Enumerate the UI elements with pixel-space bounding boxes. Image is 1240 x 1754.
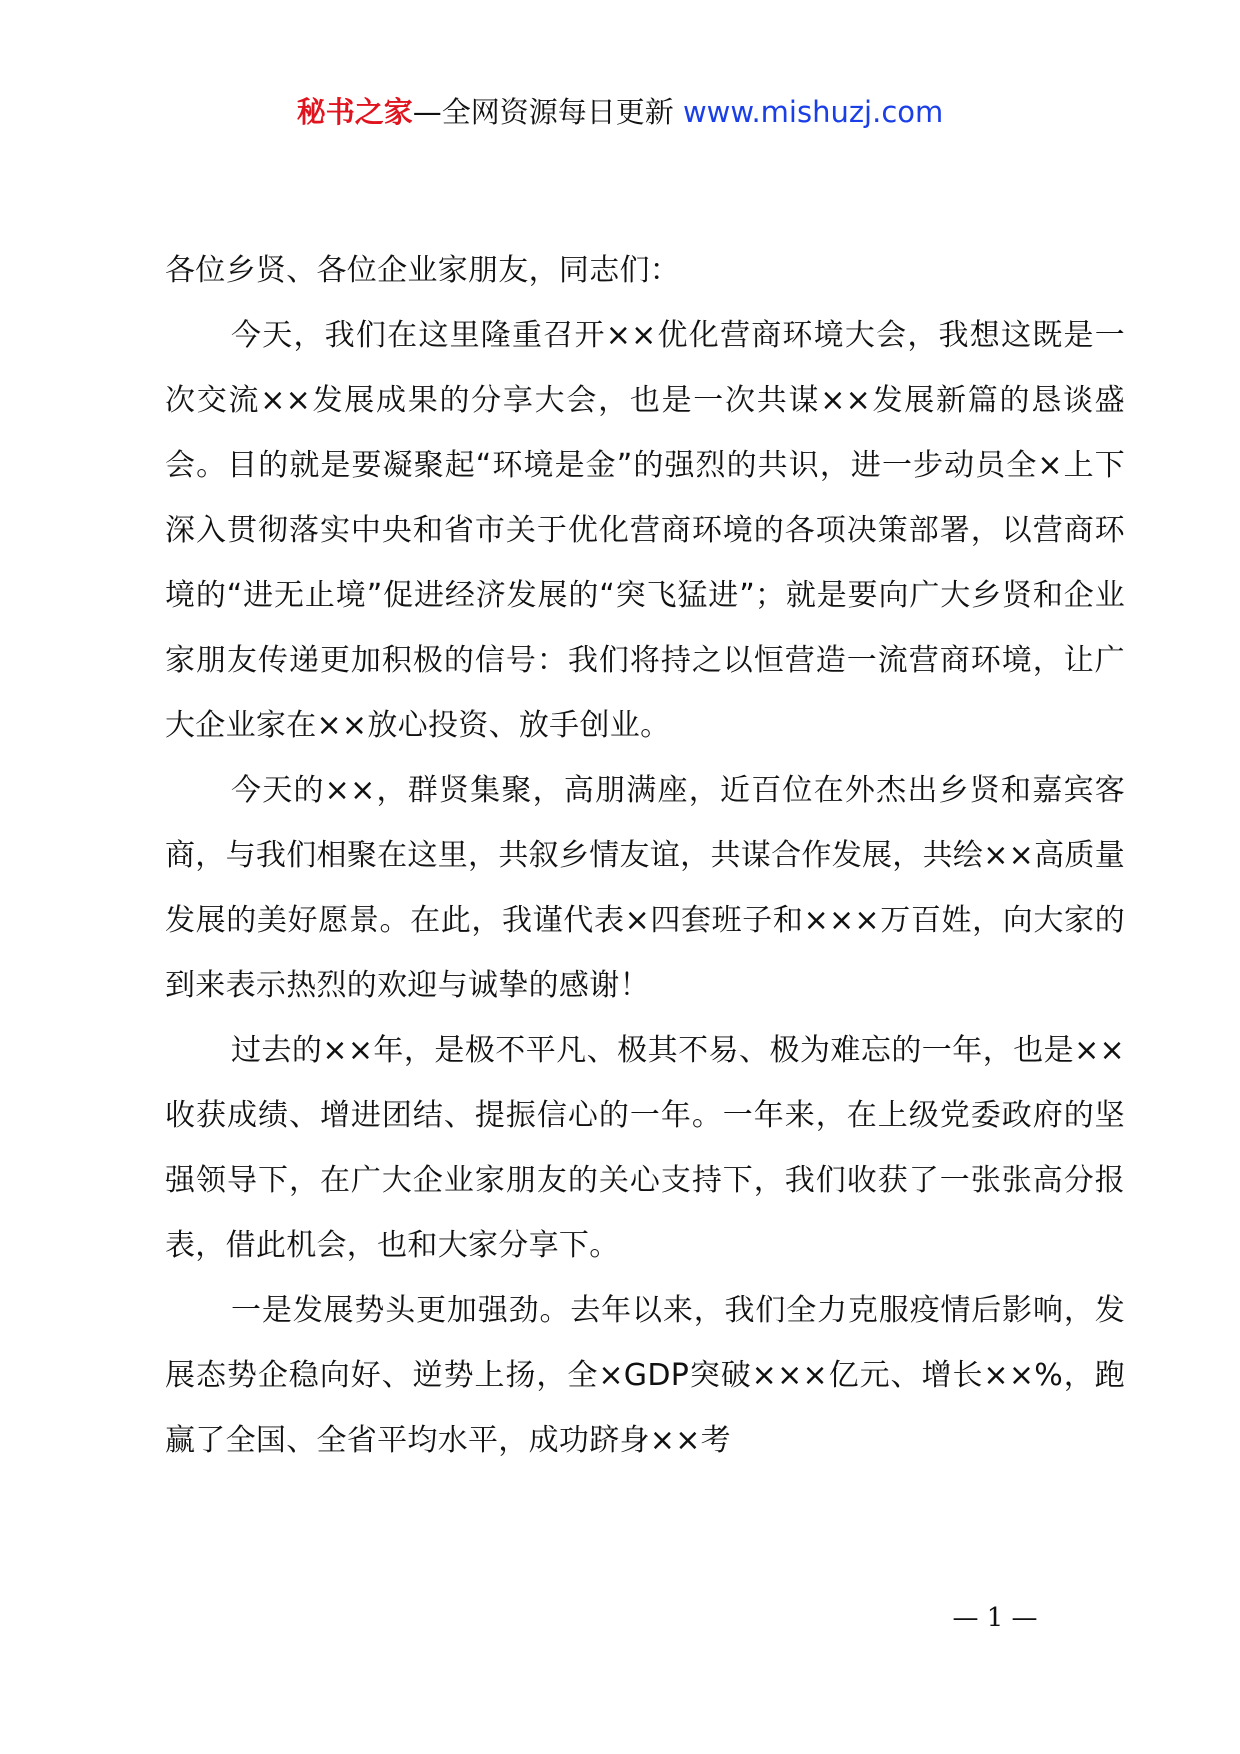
header-tagline: —全网资源每日更新 [412, 95, 683, 129]
paragraph-welcome: 今天的××，群贤集聚，高朋满座，近百位在外杰出乡贤和嘉宾客商，与我们相聚在这里，共叙乡情友谊，共谋合作发展，共绘××高质量发展的美好愿景。在此，我谨代表×四套班子和×××万百姓，向大家的到来表示热烈的欢迎与诚挚的感谢！ [165, 773, 1125, 1003]
site-header [0, 92, 1240, 132]
paragraph-opening: 今天，我们在这里隆重召开××优化营商环境大会，我想这既是一次交流××发展成果的分享大会，也是一次共谋××发展新篇的恳谈盛会。目的就是要凝聚起“环境是金”的强烈的共识，进一步动员全×上下深入贯彻落实中央和省市关于优化营商环境的各项决策部署，以营商环境的“进无止境”促进经济发展的“突飞猛进”；就是要向广大乡贤和企业家朋友传递更加积极的信号：我们将持之以恒营造一流营商环境，让广大企业家在××放心投资、放手创业。 [165, 318, 1125, 743]
paragraph-point-one: 一是发展势头更加强劲。去年以来，我们全力克服疫情后影响，发展态势企稳向好、逆势上扬，全×GDP突破×××亿元、增长××%，跑赢了全国、全省平均水平，成功跻身××考 [165, 1293, 1125, 1458]
salutation: 各位乡贤、各位企业家朋友，同志们： [165, 253, 681, 288]
page-number: — 1 — [952, 1603, 1038, 1633]
brand-name: 秘书之家 [296, 95, 413, 129]
document-body [165, 238, 1125, 1473]
paragraph-review: 过去的××年，是极不平凡、极其不易、极为难忘的一年，也是××收获成绩、增进团结、提振信心的一年。一年来，在上级党委政府的坚强领导下，在广大企业家朋友的关心支持下，我们收获了一张张高分报表，借此机会，也和大家分享下。 [165, 1033, 1125, 1263]
site-url-link[interactable]: www.mishuzj.com [682, 95, 944, 129]
